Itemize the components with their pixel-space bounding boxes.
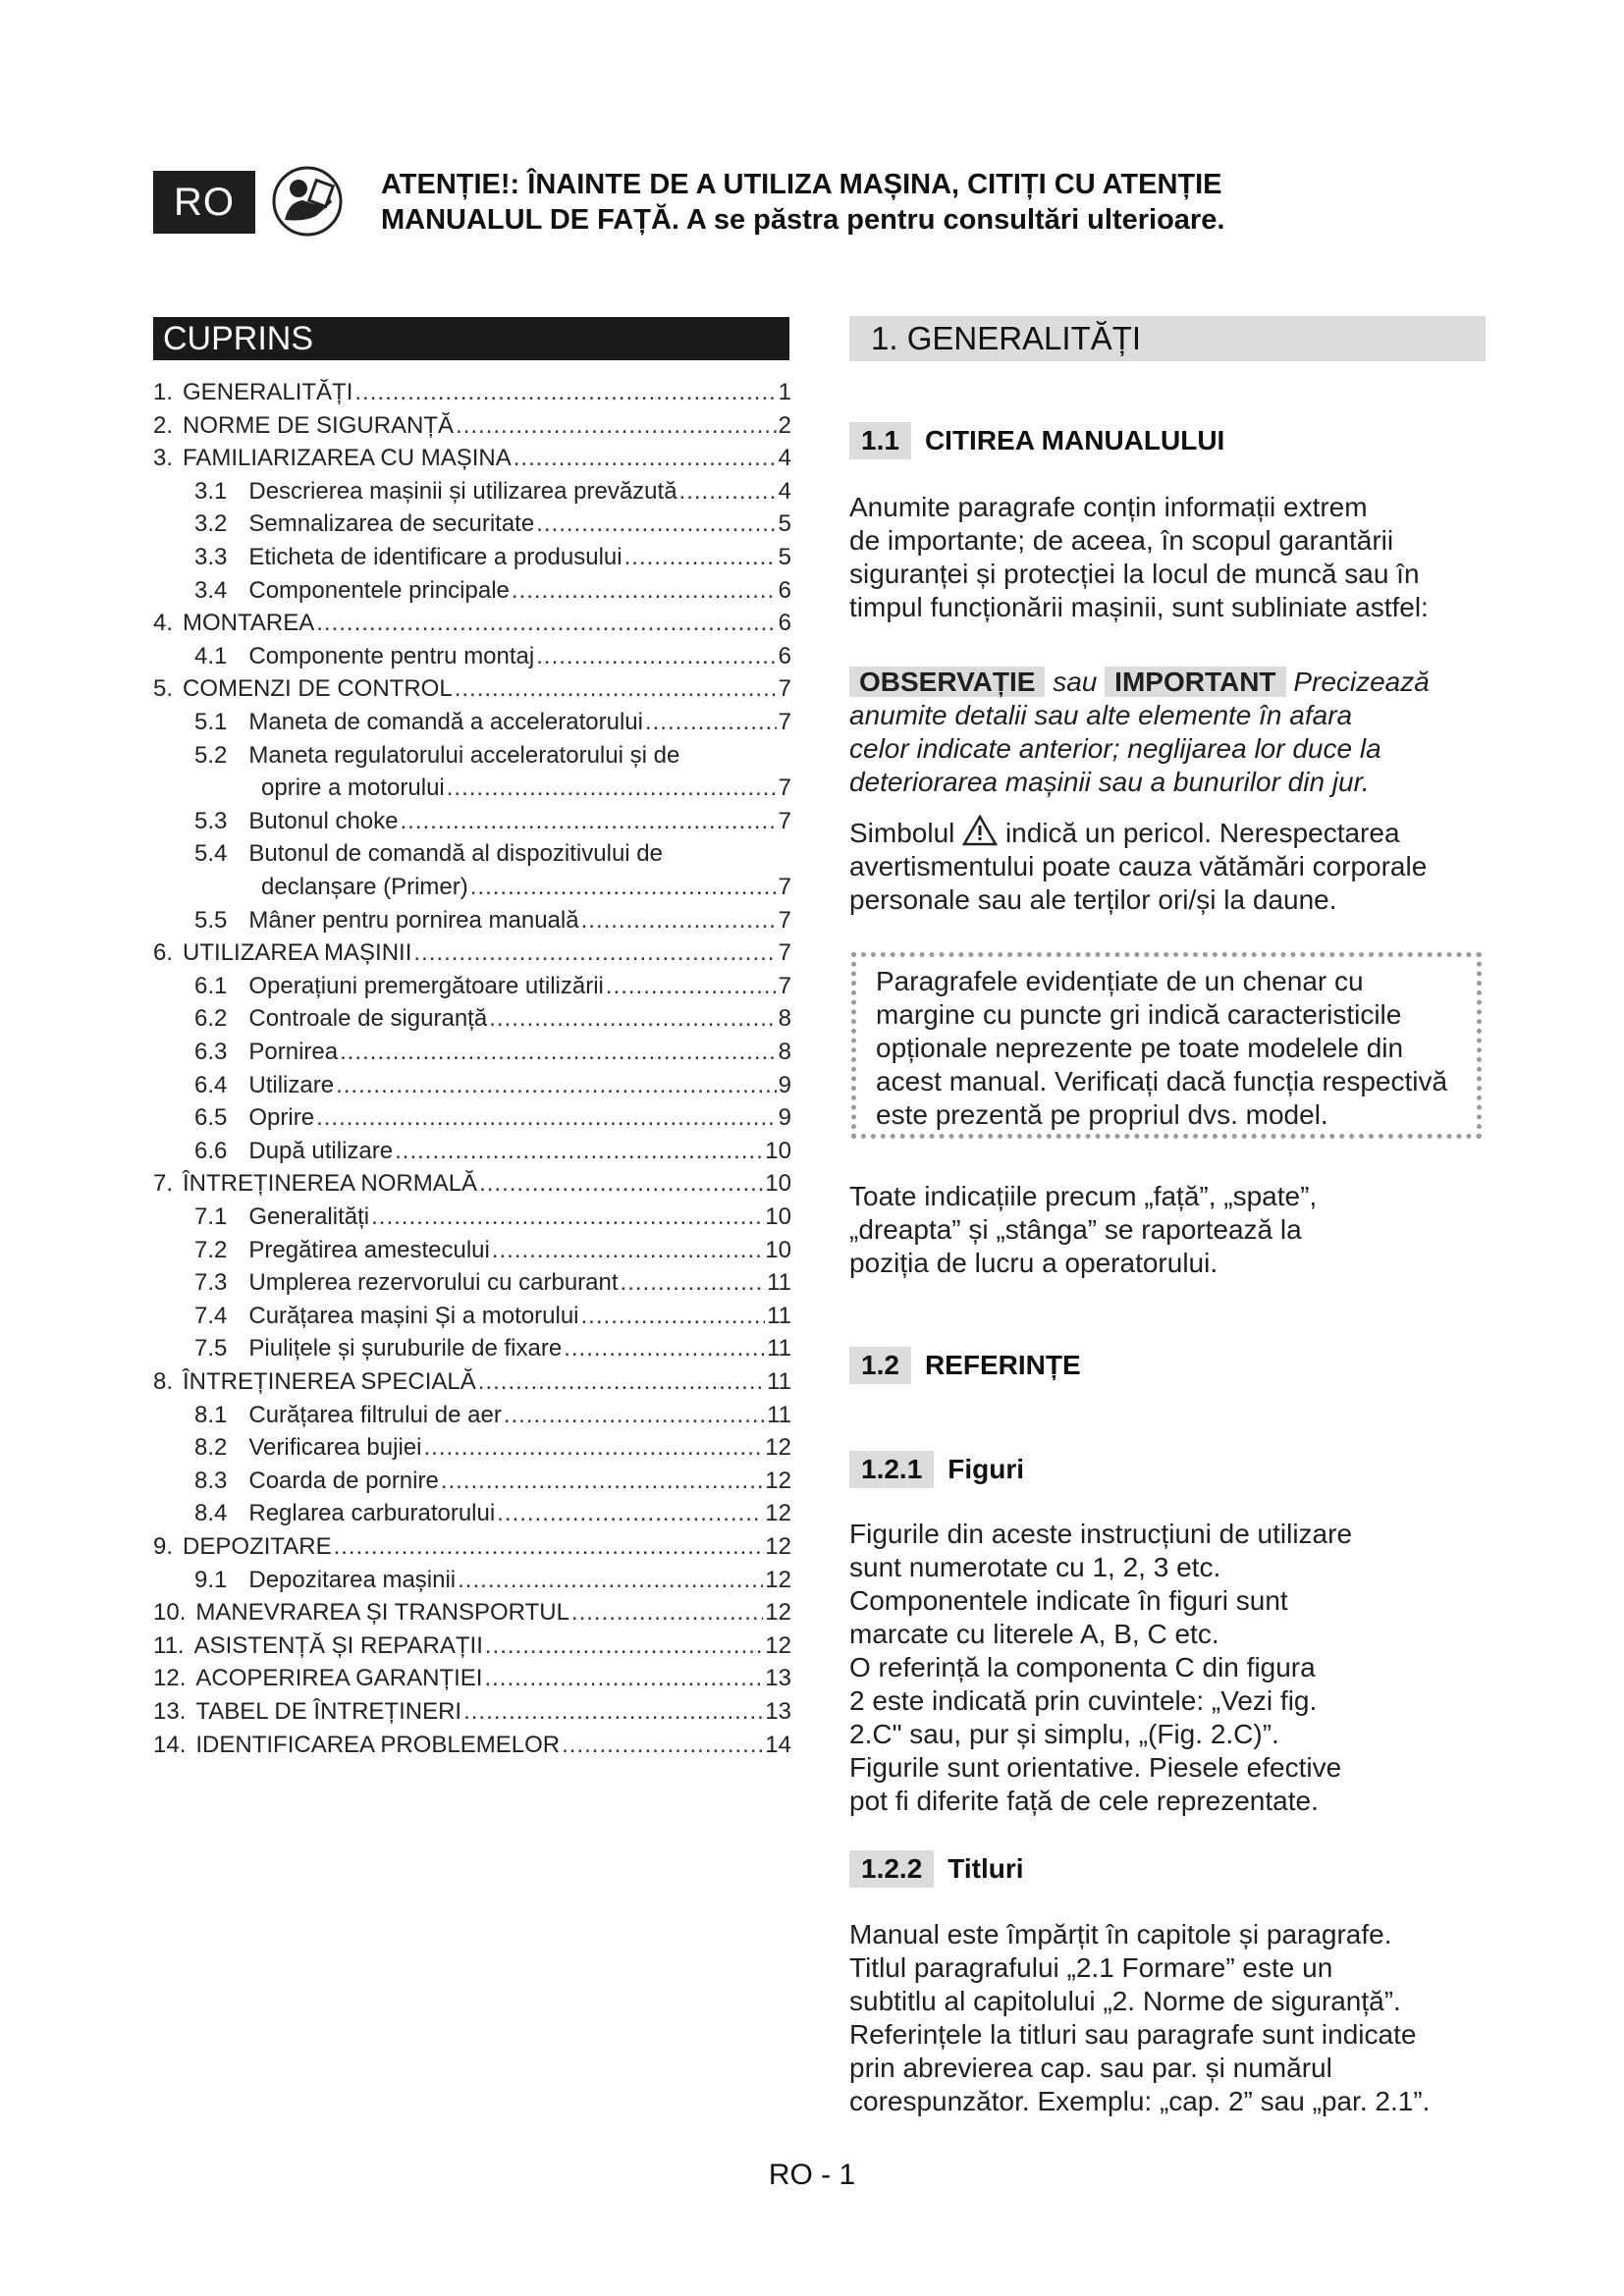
text-line: Anumite paragrafe conțin informații extrem xyxy=(849,492,1368,522)
toc-page-number: 11 xyxy=(767,1269,791,1297)
toc-entry xyxy=(153,577,791,605)
toc-entry xyxy=(153,1468,791,1495)
text-line: pot fi diferite față de cele reprezentate. xyxy=(849,1786,1319,1816)
toc-leader-dots xyxy=(316,610,776,637)
toc-entry xyxy=(153,1104,791,1132)
toc-number: 12. xyxy=(153,1665,187,1692)
toc-leader-dots xyxy=(536,510,776,538)
toc-leader-dots xyxy=(497,1500,763,1527)
toc-entry xyxy=(153,840,791,868)
toc-leader-dots xyxy=(536,643,776,670)
text-line: poziția de lucru a operatorului. xyxy=(849,1248,1218,1278)
toc-number: 8.3 xyxy=(194,1467,228,1494)
toc-number: 6.5 xyxy=(194,1104,228,1132)
toc-title-text: Verificarea bujiei xyxy=(248,1434,422,1462)
toc-title-text: Pornirea xyxy=(248,1039,339,1065)
toc-number: 8.2 xyxy=(194,1434,228,1462)
toc-page-number: 12 xyxy=(765,1631,791,1659)
toc-entry xyxy=(153,610,791,637)
toc-entry xyxy=(153,1599,791,1627)
toc-number: 3.2 xyxy=(194,510,228,538)
toc-leader-dots xyxy=(581,1303,766,1330)
text-line: celor indicate anterior; neglijarea lor duce la xyxy=(849,733,1381,764)
toc-number: 7.1 xyxy=(194,1203,228,1230)
toc-number: 14. xyxy=(153,1731,187,1758)
toc-page-number: 12 xyxy=(765,1533,791,1560)
toc-page-number: 9 xyxy=(778,1104,791,1132)
text-line: 2.C" sau, pur și simplu, „(Fig. 2.C)”. xyxy=(849,1719,1279,1749)
toc-entry xyxy=(153,1237,791,1264)
toc-title-text: După utilizare xyxy=(248,1137,394,1164)
toc-page-number: 11 xyxy=(767,1302,791,1329)
text-line: 2 este indicată prin cuvintele: „Vezi fig. xyxy=(849,1685,1318,1716)
toc-page-number: 14 xyxy=(765,1731,791,1758)
toc-leader-dots xyxy=(470,874,777,901)
paragraph-titles xyxy=(849,1918,1497,2118)
toc-entry xyxy=(153,445,791,472)
toc-title-text: COMENZI DE CONTROL xyxy=(183,675,453,703)
toc-page-number: 12 xyxy=(765,1599,791,1627)
toc-entry xyxy=(153,874,791,901)
toc-leader-dots xyxy=(441,1468,763,1495)
toc-title-text: Piulițele și șuruburile de fixare xyxy=(248,1335,563,1362)
text-line: de importante; de aceea, în scopul garantării xyxy=(849,525,1394,556)
toc-title-text: Semnalizarea de securitate xyxy=(248,510,535,538)
toc-number: 11. xyxy=(153,1631,185,1659)
toc-number: 2. xyxy=(153,411,174,439)
toc-page-number: 8 xyxy=(778,1005,791,1033)
toc-number: 5.5 xyxy=(194,906,228,934)
text-line: Paragrafele evidențiate de un chenar cu xyxy=(876,966,1364,996)
toc-number: 9.1 xyxy=(194,1566,228,1593)
toc-number: 3.1 xyxy=(194,477,228,505)
section-heading-1-2-1 xyxy=(849,1451,1024,1488)
paragraph-observation xyxy=(849,666,1497,799)
toc-title-text: Oprire xyxy=(248,1104,315,1132)
text-line: timpul funcționării mașinii, sunt subliniate astfel: xyxy=(849,592,1429,622)
toc-title-text: UTILIZAREA MAȘINII xyxy=(183,939,412,967)
section-title: Titluri xyxy=(947,1853,1024,1884)
text-precizeaza: Precizează xyxy=(1293,667,1430,697)
toc-title-text: NORME DE SIGURANȚĂ xyxy=(183,411,455,439)
toc-leader-dots xyxy=(562,1732,763,1759)
toc-title-text: oprire a motorului xyxy=(261,774,445,802)
toc-number: 8.1 xyxy=(194,1401,228,1428)
important-label: IMPORTANT xyxy=(1105,667,1285,697)
toc-title-text: Generalități xyxy=(248,1203,370,1230)
text-line: corespunzător. Exemplu: „cap. 2” sau „par. 2.1”. xyxy=(849,2086,1431,2116)
toc-leader-dots xyxy=(485,1632,763,1660)
toc-number: 6.1 xyxy=(194,972,228,999)
toc-number: 6. xyxy=(153,939,174,967)
toc-number: 7.3 xyxy=(194,1269,228,1297)
safety-warning xyxy=(381,167,1324,238)
text-line: sunt numerotate cu 1, 2, 3 etc. xyxy=(849,1552,1221,1582)
toc-entry xyxy=(153,1732,791,1759)
toc-leader-dots xyxy=(489,1005,776,1033)
toc-number: 5. xyxy=(153,675,174,703)
toc-leader-dots xyxy=(463,1698,763,1726)
toc-leader-dots xyxy=(458,1567,763,1594)
toc-page-number: 7 xyxy=(778,709,791,735)
toc-title-text: Curățarea mașini Și a motorului xyxy=(248,1302,579,1329)
toc-leader-dots xyxy=(679,478,777,506)
toc-title-text: Operațiuni premergătoare utilizării xyxy=(248,972,604,999)
toc-entry xyxy=(153,412,791,440)
toc-page-number: 7 xyxy=(778,807,791,834)
toc-page-number: 1 xyxy=(778,379,791,405)
toc-page-number: 6 xyxy=(778,576,791,604)
toc-page-number: 10 xyxy=(765,1236,791,1263)
section-heading-1-2 xyxy=(849,1347,1081,1384)
text-line: margine cu puncte gri indică caracteristicile xyxy=(876,999,1402,1030)
toc-title-text: Maneta regulatorului acceleratorului și de xyxy=(248,741,680,769)
toc-entry xyxy=(153,544,791,571)
toc-leader-dots xyxy=(514,445,777,472)
toc-entry xyxy=(153,379,791,406)
toc-page-number: 12 xyxy=(765,1434,791,1462)
toc-number: 5.4 xyxy=(194,840,228,868)
toc-page-number: 12 xyxy=(765,1467,791,1494)
text-line: avertismentului poate cauza vătămări corporale xyxy=(849,851,1428,881)
toc-title-text: GENERALITĂȚI xyxy=(183,379,353,405)
toc-page-number: 10 xyxy=(765,1170,791,1198)
toc-page-number: 7 xyxy=(778,972,791,999)
toc-number: 3.4 xyxy=(194,576,228,604)
toc-page-number: 7 xyxy=(778,675,791,703)
text-line: Toate indicațiile precum „față”, „spate”, xyxy=(849,1181,1318,1211)
toc-title-text: IDENTIFICAREA PROBLEMELOR xyxy=(195,1731,561,1758)
toc-page-number: 11 xyxy=(767,1335,791,1362)
toc-title-text: ASISTENȚĂ ȘI REPARAȚII xyxy=(193,1631,483,1659)
toc-entry xyxy=(153,939,791,967)
warning-triangle-icon xyxy=(962,815,998,846)
toc-page-number: 11 xyxy=(767,1401,791,1428)
toc-title-text: Componentele principale xyxy=(248,576,510,604)
text-line: marcate cu literele A, B, C etc. xyxy=(849,1619,1219,1649)
toc-title-text: Utilizare xyxy=(248,1071,335,1098)
text-simbolul: Simbolul xyxy=(849,818,955,848)
toc-title-text: Eticheta de identificare a produsului xyxy=(248,544,623,570)
text-line: anumite detalii sau alte elemente în afara xyxy=(849,700,1353,730)
toc-leader-dots xyxy=(400,808,776,835)
toc-leader-dots xyxy=(624,544,777,571)
text-line: este prezentă pe propriul dvs. model. xyxy=(876,1099,1328,1130)
toc-leader-dots xyxy=(504,1402,765,1429)
toc-entry xyxy=(153,1072,791,1099)
toc-page-number: 6 xyxy=(778,610,791,637)
section-title: CITIREA MANUALULUI xyxy=(924,425,1225,455)
paragraph-danger-symbol xyxy=(849,815,1497,917)
toc-leader-dots xyxy=(512,577,777,605)
section-heading-1-1 xyxy=(849,422,1224,459)
toc-entry xyxy=(153,1665,791,1692)
toc-title-text: Pregătirea amestecului xyxy=(248,1236,490,1263)
toc-number: 8.4 xyxy=(194,1500,228,1527)
toc-title-text: ÎNTREȚINEREA NORMALĂ xyxy=(183,1170,478,1198)
toc-page-number: 5 xyxy=(778,510,791,538)
toc-entry xyxy=(153,1203,791,1231)
toc-page-number: 7 xyxy=(778,874,791,900)
toc-leader-dots xyxy=(571,1599,763,1627)
toc-entry xyxy=(153,808,791,835)
paragraph-figures xyxy=(849,1518,1497,1818)
toc-entry xyxy=(153,1500,791,1527)
observation-line xyxy=(849,666,1497,699)
toc-entry xyxy=(153,1533,791,1561)
text-line: opționale neprezente pe toate modelele din xyxy=(876,1033,1404,1063)
toc-leader-dots xyxy=(645,709,777,736)
toc-page-number: 7 xyxy=(778,939,791,967)
text-line: Figurile sunt orientative. Piesele efective xyxy=(849,1752,1342,1783)
toc-page-number: 6 xyxy=(778,642,791,669)
toc-page-number: 8 xyxy=(778,1039,791,1065)
toc-title-text: TABEL DE ÎNTREȚINERI xyxy=(195,1698,462,1725)
toc-leader-dots xyxy=(478,1368,765,1396)
toc-leader-dots xyxy=(581,907,777,934)
toc-title-text: Reglarea carburatorului xyxy=(248,1500,496,1527)
toc-entry xyxy=(153,1005,791,1033)
toc-title-text: Descrierea mașinii și utilizarea prevăzută xyxy=(248,477,677,505)
observation-label: OBSERVAȚIE xyxy=(849,667,1045,697)
toc-title-text: Butonul choke xyxy=(248,807,399,834)
toc-entry xyxy=(153,643,791,670)
toc-entry xyxy=(153,1698,791,1726)
toc-title-text: ACOPERIREA GARANȚIEI xyxy=(195,1665,483,1692)
toc-entry xyxy=(153,1434,791,1462)
toc-number: 8. xyxy=(153,1368,174,1395)
warning-line-1: ATENȚIE!: ÎNAINTE DE A UTILIZA MAȘINA, CITIȚI CU ATENȚIE xyxy=(381,169,1222,200)
toc-page-number: 11 xyxy=(767,1368,791,1395)
language-badge: RO xyxy=(153,171,255,234)
toc-leader-dots xyxy=(564,1335,765,1362)
toc-leader-dots xyxy=(336,1072,777,1099)
toc-title-text: ÎNTREȚINEREA SPECIALĂ xyxy=(183,1368,476,1395)
toc-entry xyxy=(153,510,791,538)
toc-page-number: 7 xyxy=(778,906,791,934)
section-title: Figuri xyxy=(947,1454,1025,1484)
section-number: 1.1 xyxy=(849,422,911,459)
toc-title-text: Curățarea filtrului de aer xyxy=(248,1401,502,1428)
toc-title-text: Componente pentru montaj xyxy=(248,642,535,669)
text-line: siguranței și protecției la locul de muncă sau în xyxy=(849,559,1420,589)
toc-leader-dots xyxy=(447,774,777,802)
toc-entry xyxy=(153,1567,791,1594)
optional-feature-box xyxy=(851,952,1482,1139)
toc-entry xyxy=(153,478,791,506)
toc-entry xyxy=(153,1335,791,1362)
toc-number: 6.4 xyxy=(194,1071,228,1098)
toc-number: 3.3 xyxy=(194,544,228,570)
toc-title-text: Coarda de pornire xyxy=(248,1467,439,1494)
section-number: 1.2 xyxy=(849,1347,911,1384)
toc-leader-dots xyxy=(340,1039,777,1066)
toc-leader-dots xyxy=(606,973,777,1000)
toc-title-text: DEPOZITARE xyxy=(183,1533,332,1560)
toc-page-number: 13 xyxy=(765,1665,791,1692)
manual-reader-icon xyxy=(271,165,344,238)
toc-title-text: declanșare (Primer) xyxy=(261,874,468,900)
text-danger: indică un pericol. Nerespectarea xyxy=(1004,818,1400,848)
text-line: Manual este împărțit în capitole și paragrafe. xyxy=(849,1919,1392,1949)
toc-title-text: Depozitarea mașinii xyxy=(248,1566,457,1593)
toc-page-number: 2 xyxy=(778,411,791,439)
toc-entry xyxy=(153,1170,791,1198)
warning-line-2: MANUALUL DE FAȚĂ. A se păstra pentru consultări ulterioare. xyxy=(381,204,1225,236)
text-line: prin abrevierea cap. sau par. și numărul xyxy=(849,2053,1332,2083)
toc-number: 5.3 xyxy=(194,807,228,834)
toc-number: 3. xyxy=(153,445,174,472)
toc-number: 9. xyxy=(153,1533,174,1560)
toc-number: 5.2 xyxy=(194,741,228,769)
toc-leader-dots xyxy=(492,1237,763,1264)
toc-title-text: Butonul de comandă al dispozitivului de xyxy=(248,840,663,868)
toc-title-text: MANEVRAREA ȘI TRANSPORTUL xyxy=(195,1599,569,1627)
toc-number: 6.2 xyxy=(194,1005,228,1033)
text-line: „dreapta” și „stânga” se raportează la xyxy=(849,1214,1302,1245)
toc-leader-dots xyxy=(413,939,776,967)
toc-page-number: 10 xyxy=(765,1203,791,1230)
toc-number: 4. xyxy=(153,610,174,637)
toc-entry xyxy=(153,742,791,770)
toc-title: CUPRINS xyxy=(153,317,789,360)
text-line: subtitlu al capitolului „2. Norme de siguranță”. xyxy=(849,1986,1401,2016)
toc-number: 7.4 xyxy=(194,1302,228,1329)
toc-entry xyxy=(153,709,791,736)
page-number: RO - 1 xyxy=(768,2159,856,2191)
toc-leader-dots xyxy=(316,1104,777,1132)
paragraph-intro xyxy=(849,491,1497,624)
toc-number: 13. xyxy=(153,1698,187,1725)
toc-entry xyxy=(153,1039,791,1066)
toc-entry xyxy=(153,1138,791,1165)
text-line: deteriorarea mașinii sau a bunurilor din jur. xyxy=(849,767,1370,797)
toc-number: 6.3 xyxy=(194,1039,228,1065)
text-line: acest manual. Verificați dacă funcția respectivă xyxy=(876,1066,1448,1096)
section-title: REFERINȚE xyxy=(924,1350,1081,1380)
toc-page-number: 12 xyxy=(765,1500,791,1527)
section-heading-1-2-2 xyxy=(849,1850,1024,1888)
toc-page-number: 4 xyxy=(778,445,791,472)
toc-title-text: Controale de siguranță xyxy=(248,1005,488,1033)
toc-page-number: 13 xyxy=(765,1698,791,1725)
toc-page-number: 5 xyxy=(778,544,791,570)
toc-leader-dots xyxy=(484,1665,763,1692)
toc-entry xyxy=(153,973,791,1000)
text-line: Componentele indicate în figuri sunt xyxy=(849,1585,1288,1616)
toc-number: 7. xyxy=(153,1170,174,1198)
toc-leader-dots xyxy=(456,412,777,440)
toc-number: 1. xyxy=(153,379,174,405)
toc-number: 5.1 xyxy=(194,709,228,735)
toc-entry xyxy=(153,1632,791,1660)
text-line: Titlul paragrafului „2.1 Formare” este un xyxy=(849,1952,1333,1983)
toc-leader-dots xyxy=(455,675,777,703)
toc-page-number: 12 xyxy=(765,1566,791,1593)
section-number: 1.2.1 xyxy=(849,1451,934,1488)
section-number: 1.2.2 xyxy=(849,1850,934,1888)
toc-title-text: Maneta de comandă a acceleratorului xyxy=(248,709,643,735)
toc-entry xyxy=(153,774,791,802)
text-sau: sau xyxy=(1053,667,1098,697)
chapter-heading: 1. GENERALITĂȚI xyxy=(849,316,1486,361)
toc-page-number: 10 xyxy=(765,1137,791,1164)
toc-page-number: 9 xyxy=(778,1071,791,1098)
toc-entry xyxy=(153,907,791,934)
text-line: Referințele la titluri sau paragrafe sunt indicate xyxy=(849,2019,1417,2050)
toc-leader-dots xyxy=(423,1434,763,1462)
toc-entry xyxy=(153,1368,791,1396)
toc-leader-dots xyxy=(354,379,776,406)
toc-entry xyxy=(153,1303,791,1330)
text-line: Figurile din aceste instrucțiuni de utilizare xyxy=(849,1519,1353,1549)
toc-title-text: MONTAREA xyxy=(183,610,315,637)
toc-leader-dots xyxy=(479,1170,763,1198)
paragraph-directions xyxy=(849,1180,1497,1280)
toc-leader-dots xyxy=(371,1203,763,1231)
toc-number: 7.2 xyxy=(194,1236,228,1263)
toc-number: 7.5 xyxy=(194,1335,228,1362)
toc-entry xyxy=(153,1402,791,1429)
toc-title-text: Umplerea rezervorului cu carburant xyxy=(248,1269,619,1297)
text-line: O referință la componenta C din figura xyxy=(849,1652,1316,1682)
toc-leader-dots xyxy=(334,1533,764,1561)
toc-title-text: Mâner pentru pornirea manuală xyxy=(248,906,579,934)
text-line: personale sau ale terților ori/și la daune. xyxy=(849,884,1337,915)
toc-number: 6.6 xyxy=(194,1137,228,1164)
toc-title-text: FAMILIARIZAREA CU MAȘINA xyxy=(183,445,512,472)
toc-leader-dots xyxy=(621,1269,766,1297)
toc-entry xyxy=(153,1269,791,1297)
toc-page-number: 4 xyxy=(778,477,791,505)
toc-page-number: 7 xyxy=(778,774,791,802)
toc-leader-dots xyxy=(395,1138,763,1165)
toc-entry xyxy=(153,675,791,703)
toc-number: 10. xyxy=(153,1599,187,1627)
toc-number: 4.1 xyxy=(194,642,228,669)
